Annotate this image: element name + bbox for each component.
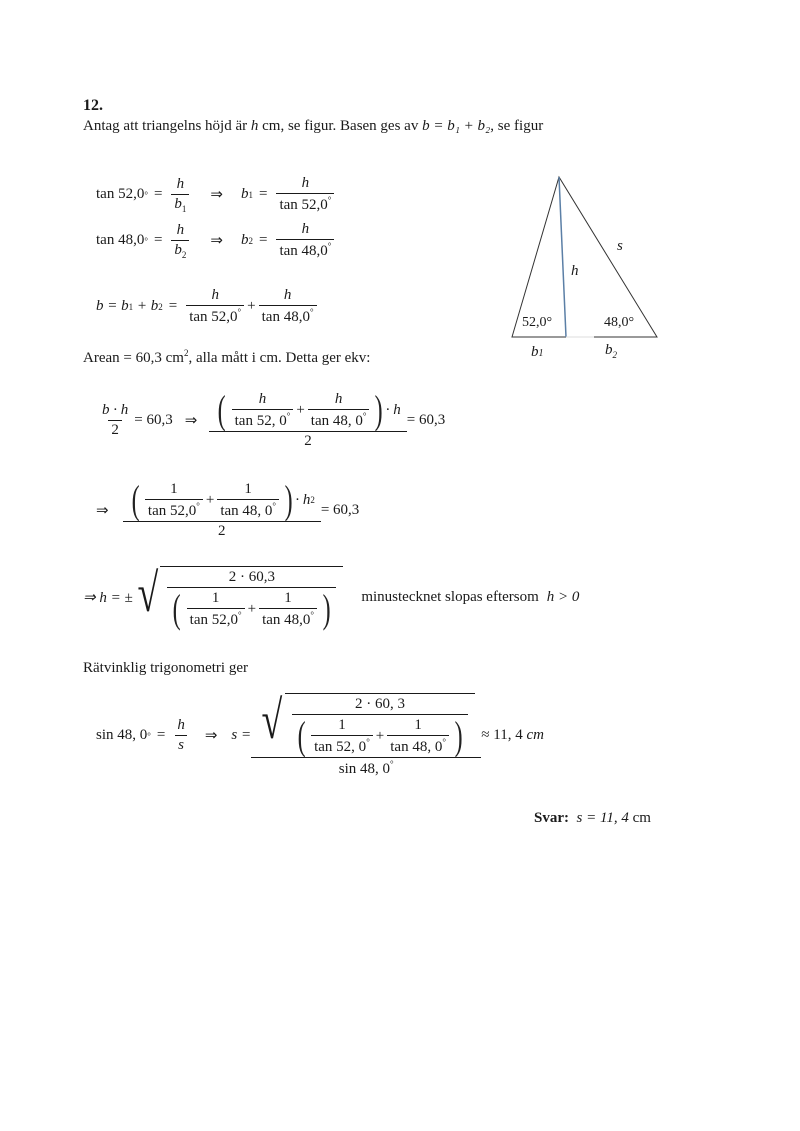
fraction: $\frac{h}{b_2}$ — [171, 222, 189, 260]
angle-right-label: 48,0° — [604, 315, 635, 330]
fraction: $\frac{h}{\tan 52,0^\circ}$ — [276, 175, 334, 214]
fraction: $\frac{h}{\tan 48,0^\circ}$ — [276, 221, 334, 260]
height-line — [559, 177, 566, 337]
equation-base-sum: b = b 1 + b 2 = $\frac{h}{\tan 52,0^\circ}$ + $\frac{h}{\tan 48,0^\circ}$ — [96, 287, 320, 326]
intro-var-h: h — [250, 118, 259, 134]
angle-left-label: 52,0° — [522, 315, 553, 330]
problem-number: 12. — [83, 97, 103, 114]
fraction: $\frac{h}{s}$ — [174, 717, 188, 754]
fraction: $\frac{b \cdot h}{2}$ — [102, 401, 129, 438]
equation-h-solution: ⇒ h = ± √ 2 · 60,3 ( $\frac{1}{\tan 52,0^\circ}$ + $\frac{1}{\tan 48,0^\circ}$ ) minustecknet slopas eftersom h > 0 — [83, 563, 580, 631]
fraction: $\frac{h}{\tan 48,0^\circ}$ — [259, 287, 317, 326]
fraction: √ 2 · 60, 3 ( $\frac{1}{\tan 52, 0^\circ}$ + $\frac{1}{\tan 48, 0^\circ}$ ) sin 48, 0° — [254, 693, 478, 778]
implies-arrow: ⇒ — [210, 187, 223, 203]
intro-text — [83, 118, 543, 135]
square-root: √ 2 · 60,3 ( $\frac{1}{\tan 52,0^\circ}$ + $\frac{1}{\tan 48,0^\circ}$ ) — [133, 566, 344, 629]
trig-text: Rätvinklig trigonometri ger — [83, 660, 248, 676]
fraction: ( $\frac{h}{\tan 52, 0^\circ}$ + $\frac{h}{\tan 48, 0^\circ}$ ) · h 2 — [212, 390, 404, 450]
answer-value: s = 11, 4 — [576, 810, 629, 826]
intro-part: Antag att triangelns höjd är — [83, 118, 248, 134]
equation-area: $\frac{b \cdot h}{2}$ = 60,3 ⇒ ( $\frac{h}{\tan 52, 0^\circ}$ + $\frac{h}{\tan 48, 0^\circ}$ ) · h 2 = 60,3 — [96, 390, 445, 450]
intro-part: , se figur — [490, 118, 544, 134]
fraction: $\frac{h}{b_1}$ — [171, 176, 189, 214]
intro-base-equation: b = b₁ + b₂ — [422, 118, 491, 134]
height-label: h — [571, 263, 579, 279]
implies-arrow: ⇒ — [210, 233, 223, 249]
intro-part: cm, se figur. Basen ges av — [262, 118, 419, 134]
answer: Svar: s = 11, 4 cm — [534, 810, 651, 826]
implies-arrow: ⇒ — [204, 728, 218, 744]
base-right-label: $b_2$ — [605, 342, 617, 360]
base-left-label: b1 — [531, 344, 544, 360]
triangle-figure — [490, 165, 670, 375]
eq-lhs: tan 48,0 — [96, 232, 145, 248]
answer-label: Svar: — [534, 810, 569, 826]
note-text: minustecknet slopas eftersom — [361, 589, 539, 605]
triangle-outline — [512, 177, 657, 337]
fraction: ( $\frac{1}{\tan 52,0^\circ}$ + $\frac{1}{\tan 48, 0^\circ}$ ) · h 2 2 — [126, 480, 318, 540]
implies-arrow: ⇒ — [184, 412, 198, 429]
equation-tan52: tan 52,0 ° = $\frac{h}{b_1}$ ⇒ b 1 = $\frac{h}{\tan 52,0^\circ}$ — [96, 175, 337, 214]
equation-tan48: tan 48,0 ° = $\frac{h}{b_2}$ ⇒ b 2 = $\frac{h}{\tan 48,0^\circ}$ — [96, 221, 337, 260]
equation-s-solution: sin 48, 0 ° = $\frac{h}{s}$ ⇒ s = √ 2 · 60, 3 ( $\frac{1}{\tan 52, 0^\circ}$ + $\frac{1}{\tan 48, 0^\circ}$ ) sin 48, 0° ≈ 11, 4 cm — [96, 690, 544, 777]
equation-h-squared: ⇒ ( $\frac{1}{\tan 52,0^\circ}$ + $\frac{1}{\tan 48, 0^\circ}$ ) · h 2 2 = 60,3 — [96, 477, 360, 539]
side-label: s — [617, 238, 623, 254]
area-text: Arean = 60,3 $cm^2$, alla mått i cm. Detta ger ekv: — [83, 348, 371, 366]
fraction: $\frac{h}{\tan 52,0^\circ}$ — [186, 287, 244, 326]
implies-arrow: ⇒ — [96, 502, 109, 519]
condition: h > 0 — [546, 589, 580, 605]
eq-lhs: tan 52,0 — [96, 186, 145, 202]
